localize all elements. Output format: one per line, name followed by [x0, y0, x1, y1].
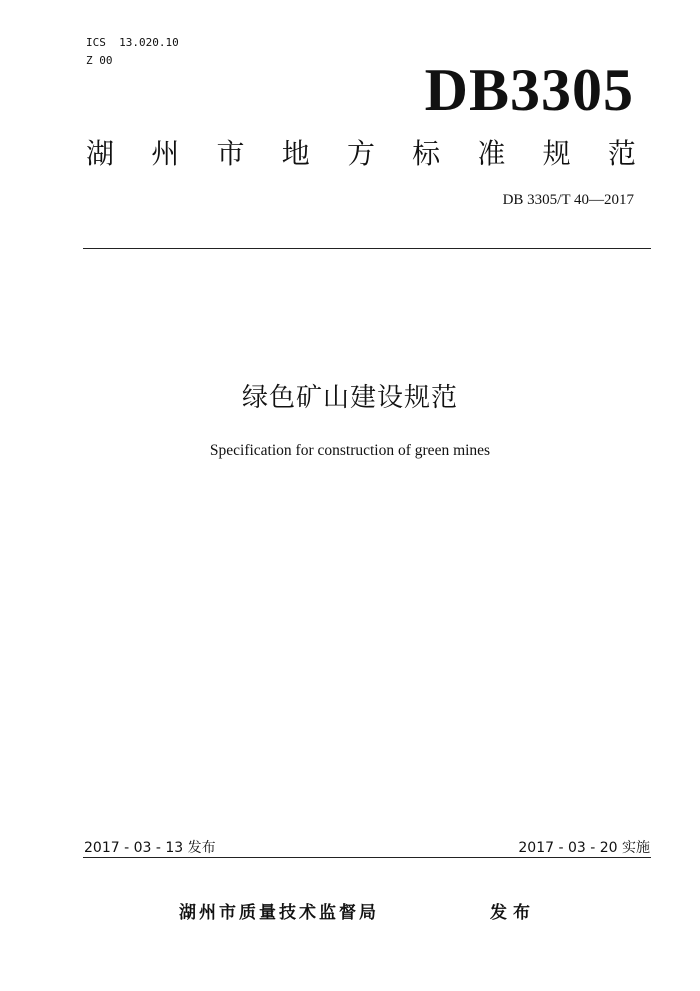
- standard-logo: DB3305: [424, 57, 634, 123]
- standard-type-char: 范: [607, 137, 636, 170]
- implementation-date: 2017 - 03 - 20 实施: [518, 840, 650, 856]
- standard-type-char: 标: [412, 137, 441, 170]
- standard-type-char: 州: [151, 137, 180, 170]
- footer-divider: [83, 857, 651, 858]
- ccs-code: Z 00: [86, 54, 113, 67]
- standard-type-heading: [86, 134, 636, 174]
- document-title-english: Specification for construction of green mines: [209, 442, 491, 459]
- standard-number: DB 3305/T 40—2017: [502, 192, 634, 208]
- standard-type-char: 地: [281, 137, 310, 170]
- standard-type-char: 规: [542, 137, 571, 170]
- standard-type-char: 准: [477, 137, 506, 170]
- header-divider: [83, 248, 651, 249]
- document-title: 绿色矿山建设规范: [241, 383, 458, 413]
- standard-type-char: 市: [216, 137, 245, 170]
- publish-label: 发布: [490, 903, 536, 923]
- issue-date: 2017 - 03 - 13 发布: [84, 840, 216, 856]
- standard-type-char: 湖: [86, 137, 115, 170]
- issuing-authority: 湖州市质量技术监督局: [179, 903, 379, 923]
- standard-type-char: 方: [346, 137, 375, 170]
- ics-code: ICS 13.020.10: [86, 36, 179, 49]
